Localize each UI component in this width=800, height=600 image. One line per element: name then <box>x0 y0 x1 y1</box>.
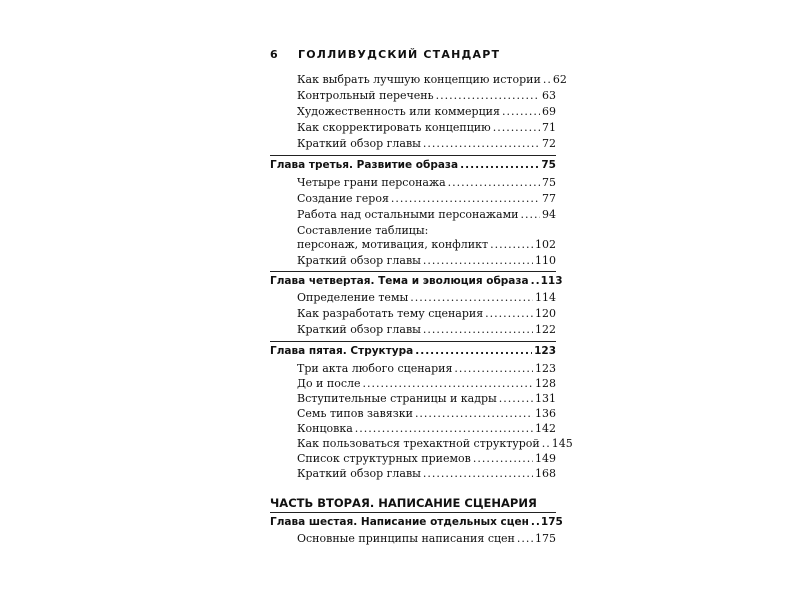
leader-dots <box>423 467 533 480</box>
section-divider <box>270 271 556 272</box>
leader-dots <box>502 105 540 118</box>
toc-entry-title: Художественность или коммерция <box>297 105 500 118</box>
toc-entry <box>297 192 556 205</box>
chapter-heading <box>270 275 563 288</box>
chapter-title: Глава шестая. Написание отдельных сцен <box>270 516 529 528</box>
toc-entry <box>297 377 556 390</box>
toc-entry-title: Краткий обзор главы <box>297 323 421 336</box>
toc-entry <box>297 238 556 251</box>
toc-entry-page: 123 <box>535 362 556 375</box>
leader-dots <box>460 159 539 172</box>
toc-entry-page: 77 <box>542 192 556 205</box>
toc-entry-title: Три акта любого сценария <box>297 362 453 375</box>
leader-dots <box>517 532 533 545</box>
toc-entry-title: Создание героя <box>297 192 389 205</box>
toc-entry-page: 94 <box>542 208 556 221</box>
leader-dots <box>423 254 533 267</box>
toc-entry-title: Определение темы <box>297 291 409 304</box>
running-title: ГОЛЛИВУДСКИЙ СТАНДАРТ <box>298 48 501 61</box>
leader-dots <box>423 137 540 150</box>
toc-entry-page: 149 <box>535 452 556 465</box>
toc-entry-page: 63 <box>542 89 556 102</box>
toc-entry <box>297 467 556 480</box>
toc-entry <box>297 254 556 267</box>
toc-entry <box>297 89 556 102</box>
toc-entry <box>297 176 556 189</box>
chapter-title: Глава четвертая. Тема и эволюция образа <box>270 275 529 287</box>
toc-entry-page: 72 <box>542 137 556 150</box>
chapter-heading <box>270 516 563 529</box>
toc-entry <box>297 73 567 86</box>
leader-dots <box>391 192 540 205</box>
section-divider <box>270 341 556 342</box>
toc-entry-title: Как пользоваться трехактной структурой <box>297 437 540 450</box>
toc-entry-title: Краткий обзор главы <box>297 137 421 150</box>
toc-entry <box>297 362 556 375</box>
leader-dots <box>454 362 533 375</box>
toc-entry <box>297 105 556 118</box>
leader-dots <box>415 345 532 358</box>
leader-dots <box>543 73 551 86</box>
toc-entry <box>297 137 556 150</box>
chapter-title: Глава пятая. Структура <box>270 345 414 357</box>
leader-dots <box>415 407 533 420</box>
toc-entry-title: Как выбрать лучшую концепцию истории <box>297 73 541 86</box>
toc-entry-title: Концовка <box>297 422 353 435</box>
leader-dots <box>448 176 540 189</box>
chapter-page: 113 <box>540 275 563 287</box>
toc-entry-page: 75 <box>542 176 556 189</box>
toc-entry <box>297 208 556 221</box>
leader-dots <box>490 238 533 251</box>
toc-entry-page: 69 <box>542 105 556 118</box>
leader-dots <box>499 392 533 405</box>
section-divider <box>270 512 556 513</box>
section-divider <box>270 155 556 156</box>
leader-dots <box>473 452 533 465</box>
part-heading: ЧАСТЬ ВТОРАЯ. НАПИСАНИЕ СЦЕНАРИЯ <box>270 496 537 510</box>
toc-entry-title: Контрольный перечень <box>297 89 434 102</box>
toc-entry-page: 168 <box>535 467 556 480</box>
chapter-page: 75 <box>541 159 556 171</box>
toc-entry-title: Краткий обзор главы <box>297 254 421 267</box>
toc-entry-title: Четыре грани персонажа <box>297 176 446 189</box>
leader-dots <box>410 291 533 304</box>
running-header <box>270 48 500 61</box>
toc-entry <box>297 121 556 134</box>
toc-entry <box>297 422 556 435</box>
leader-dots <box>355 422 533 435</box>
toc-entry <box>297 307 556 320</box>
leader-dots <box>542 437 550 450</box>
leader-dots <box>521 208 541 221</box>
toc-entry-title: Основные принципы написания сцен <box>297 532 515 545</box>
toc-entry-page: 110 <box>535 254 556 267</box>
toc-entry <box>297 392 556 405</box>
leader-dots <box>485 307 533 320</box>
toc-entry-title: Вступительные страницы и кадры <box>297 392 497 405</box>
chapter-heading <box>270 159 556 172</box>
leader-dots <box>531 516 539 529</box>
leader-dots <box>363 377 533 390</box>
chapter-title: Глава третья. Развитие образа <box>270 159 459 171</box>
toc-entry-page: 102 <box>535 238 556 251</box>
toc-entry-title: персонаж, мотивация, конфликт <box>297 238 489 251</box>
toc-entry-page: 131 <box>535 392 556 405</box>
toc-entry-page: 71 <box>542 121 556 134</box>
toc-entry-title: Как скорректировать концепцию <box>297 121 491 134</box>
toc-entry-page: 136 <box>535 407 556 420</box>
toc-entry-title: Семь типов завязки <box>297 407 413 420</box>
toc-entry-page: 145 <box>551 437 573 450</box>
toc-entry-title: Работа над остальными персонажами <box>297 208 519 221</box>
toc-entry-title: Список структурных приемов <box>297 452 471 465</box>
toc-entry-page: 122 <box>535 323 556 336</box>
toc-entry <box>297 323 556 336</box>
toc-entry <box>297 437 573 450</box>
toc-entry-title: Краткий обзор главы <box>297 467 421 480</box>
chapter-page: 123 <box>534 345 556 357</box>
leader-dots <box>423 323 533 336</box>
toc-entry <box>297 291 556 304</box>
toc-entry-page: 62 <box>552 73 567 86</box>
toc-entry-page: 142 <box>535 422 556 435</box>
toc-entry-page: 120 <box>535 307 556 320</box>
toc-entry <box>297 532 556 545</box>
toc-entry <box>297 407 556 420</box>
leader-dots <box>436 89 540 102</box>
page-number: 6 <box>270 48 279 61</box>
chapter-heading <box>270 345 556 358</box>
leader-dots <box>493 121 540 134</box>
toc-entry <box>297 452 556 465</box>
toc-entry-page: 175 <box>535 532 556 545</box>
toc-entry-title-line: Составление таблицы: <box>297 224 429 237</box>
toc-entry-title: Как разработать тему сценария <box>297 307 484 320</box>
toc-entry-page: 114 <box>535 291 556 304</box>
toc-entry-title: До и после <box>297 377 361 390</box>
toc-entry-page: 128 <box>535 377 556 390</box>
leader-dots <box>531 275 539 288</box>
chapter-page: 175 <box>540 516 563 528</box>
